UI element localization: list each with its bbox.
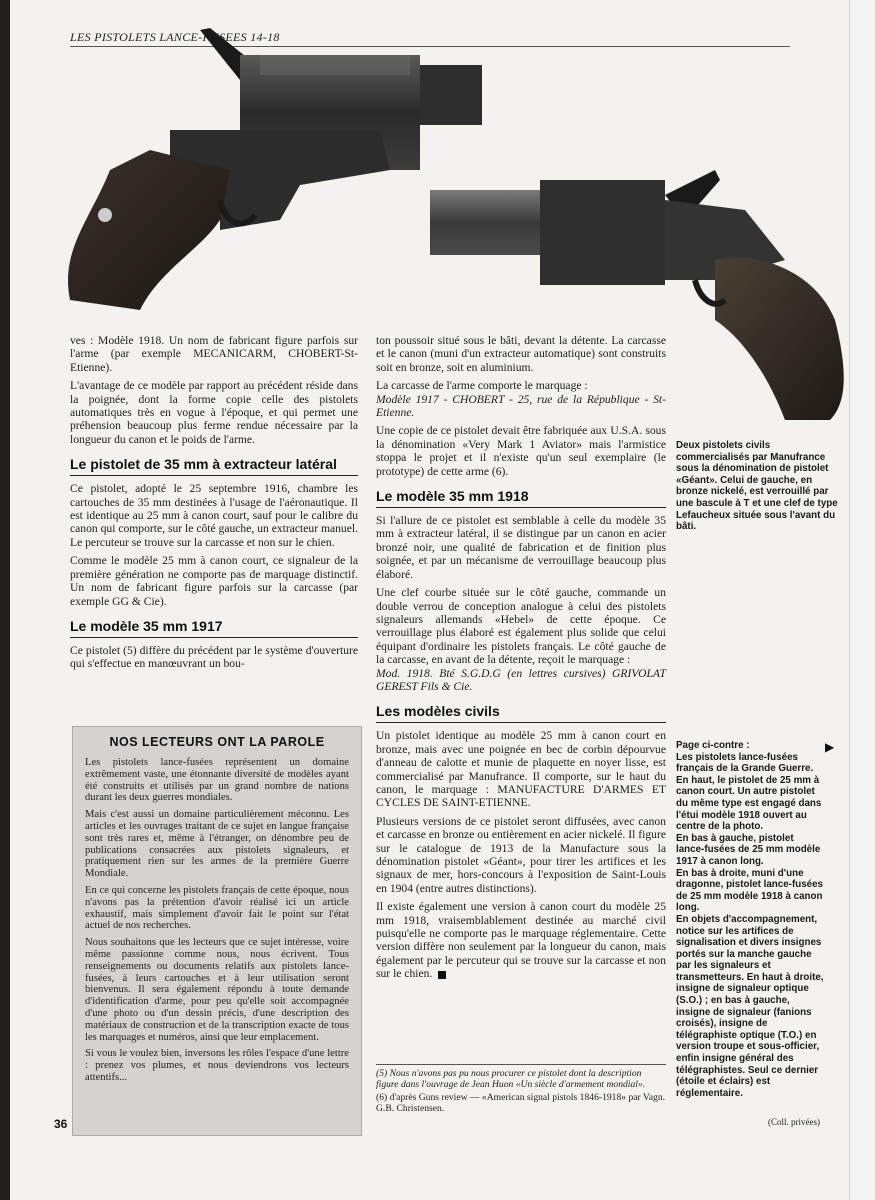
section-heading: Le pistolet de 35 mm à extracteur latéral <box>70 456 358 476</box>
footnote-6: (6) d'après Guns review — «American signal pistols 1846-1918» par Vagn. G.B. Christensen. <box>376 1092 666 1114</box>
section-heading: Le modèle 35 mm 1918 <box>376 488 666 508</box>
paragraph: Ce pistolet, adopté le 25 septembre 1916, chambre les cartouches de 35 mm destinées à l'usage de l'aéronautique. Il est identique au 25 mm à canon court, sauf pour le calibre du canon qui comporte, sur le côté gauche, un extracteur manuel. Le percuteur se trouve sur la carcasse et non sur le chien. <box>70 482 358 549</box>
box-title: NOS LECTEURS ONT LA PAROLE <box>109 735 325 749</box>
end-mark-icon <box>438 971 446 979</box>
paragraph: ves : Modèle 1918. Un nom de fabricant figure parfois sur l'arme (par exemple MECANICARM, CHOBERT-St-Etienne). <box>70 334 358 374</box>
marking-text: Modèle 1917 - CHOBERT - 25, rue de la République - St-Etienne. <box>376 392 666 420</box>
marking-text: Mod. 1918. Bté S.G.D.G (en lettres cursives) GRIVOLAT GEREST Fils & Cie. <box>376 666 666 693</box>
photo-caption: Deux pistolets civils commercialisés par Manufrance sous la dénomination de pistolet «Géant». Celui de gauche, en bronze nickelé, est verrouillé par une bascule à T et une clef de type Lefaucheux située sous l'avant du bâti. <box>676 440 838 533</box>
paragraph: Un pistolet identique au modèle 25 mm à canon court en bronze, mais avec une poignée en bec de corbin dépourvue d'anneau de calotte et munie de plaquette en noyer lisse, est commercialisé par Manufrance. Il comporte, sur le haut du canon, le marquage : MANUFACTURE D'ARMES ET CYCLES DE SAINT-ETIENNE. <box>376 729 666 810</box>
paragraph: Les pistolets lance-fusées représentent un domaine extrêmement vaste, une étonnante diversité de modèles ayant été construits et utilisés par un grand nombre de nations durant les deux guerres mondiales. <box>85 757 349 804</box>
paragraph: La carcasse de l'arme comporte le marquage : <box>376 379 588 393</box>
caption-paragraph: En objets d'accompagnement, notice sur les artifices de signalisation et divers insignes portés sur la manche gauche par les signaleurs et transmetteurs. En haut à droite, insigne de signaleur optique (S.O.) ; en bas à gauche, insigne de signaleur (fanions croisés), insigne de télégraphiste optique (T.O.) en version troupe et sous-officier, enfin insigne général des télégraphistes. Seul ce dernier (étoile et éclairs) est réglementaire. <box>676 913 824 1099</box>
caption-paragraph: En bas à droite, muni d'une dragonne, pistolet lance-fusées de 25 mm modèle 1918 à canon long. <box>676 867 823 914</box>
text-column-2 <box>376 334 666 986</box>
section-heading: Les modèles civils <box>376 703 666 723</box>
paragraph: Une copie de ce pistolet devait être fabriquée aux U.S.A. sous la dénomination «Very Mark 1 Aviator» mais l'armistice stoppa le projet et il n'existe qu'un seul exemplaire (le prototype) de cette arme (6). <box>376 424 666 478</box>
paragraph-text: Il existe également une version à canon court du modèle 25 mm 1918, vraisemblablement destinée au marché civil puisqu'elle ne comporte pas le marquage réglementaire. Cette version diffère non seulement par la longueur du canon, mais également par le percuteur qui se trouve sur la carcasse et non sur le chien. <box>376 900 666 981</box>
paragraph: Si l'allure de ce pistolet est semblable à celle du modèle 35 mm à extracteur latéral, il se distingue par un canon en acier bronzé noir, une qualité de fabrication et de finition plus soignée, et par un mécanisme de verrouillage beaucoup plus élaboré. <box>376 514 666 581</box>
paragraph: ton poussoir situé sous le bâti, devant la détente. La carcasse et le canon (muni d'un extracteur automatique) sont construits soit en bronze, soit en aluminium. <box>376 334 666 374</box>
photo-credit: (Coll. privées) <box>768 1117 820 1127</box>
caption-paragraph: Les pistolets lance-fusées français de la Grande Guerre. En haut, le pistolet de 25 mm à canon court. Un autre pistolet du même type est engagé dans l'étui modèle 1918 ouvert au centre de la photo. <box>676 751 822 833</box>
text-column-1 <box>70 334 358 676</box>
running-header: LES PISTOLETS LANCE-FUSEES 14-18 <box>70 30 280 44</box>
caption-intro: Page ci-contre : <box>676 740 750 751</box>
side-caption <box>676 740 824 1099</box>
paragraph: Mais c'est aussi un domaine particulièrement méconnu. Les articles et les ouvrages traitant de ce sujet en langue française sont très rares et, même à l'étranger, on dénombre peu de publications consacrées aux pistolets signaleurs, et pratiquement rien sur les armes de la première Guerre Mondiale. <box>85 809 349 880</box>
box-text <box>73 757 361 1084</box>
footnote-5: (5) Nous n'avons pas pu nous procurer ce pistolet dont la description figure dans l'ouvrage de Jean Huon «Un siècle d'armement mondial». <box>376 1068 646 1090</box>
paragraph: En ce qui concerne les pistolets français de cette époque, nous n'avons pas la prétention d'avoir réalisé ici un article exhaustif, mais simplement d'avoir fait le point sur l'état actuel de nos recherches. <box>85 884 349 932</box>
paragraph: L'avantage de ce modèle par rapport au précédent réside dans la poignée, dont la forme copie celle des pistolets automatiques très en vogue à l'époque, et qui permet une préhension beaucoup plus ferme rendue nécessaire par la longueur du canon et le poids de l'arme. <box>70 379 358 446</box>
paragraph: Plusieurs versions de ce pistolet seront diffusées, avec canon et carcasse en bronze ou entièrement en acier nickelé. Il figure sur le catalogue de 1913 de la Manufacture sous la dénomination pistolet «Géant», pour tirer les artifices et les signaux de mer, hors-concours à l'exposition de Saint-Louis en 1904 (entre autres distinctions). <box>376 814 666 895</box>
magazine-page <box>10 0 850 1200</box>
page-number: 36 <box>54 1117 68 1131</box>
caption-paragraph: En bas à gauche, pistolet lance-fusées de 25 mm modèle 1917 à canon long. <box>676 832 821 867</box>
arrow-right-icon: ▶ <box>825 740 835 754</box>
paragraph: Si vous le voulez bien, inversons les rôles l'espace d'une lettre : prenez vos plumes, et nous deviendrons vos lecteurs attentifs... <box>85 1048 349 1083</box>
paragraph: Comme le modèle 25 mm à canon court, ce signaleur de la première génération ne comporte pas de marquage distinctif. Un nom de fabricant figure parfois sur la carcasse (par exemple GG & Cie). <box>70 554 358 608</box>
footnotes <box>376 1064 666 1116</box>
paragraph: Ce pistolet (5) diffère du précédent par le système d'ouverture qui s'effectue en manœuvrant un bou- <box>70 643 358 671</box>
paragraph: Une clef courbe située sur le côté gauche, commande un double verrou de conception analogue à celui des pistolets signaleurs allemands «Hebel» de cette époque. Ce verrouillage plus élaboré est également plus solide que celui équipant d'ordinaire les pistolets français. Le côté gauche de la carcasse, en avant de la détente, reçoit le marquage : <box>376 586 666 667</box>
readers-box <box>72 726 362 1136</box>
scrollbar[interactable] <box>849 0 875 1200</box>
paragraph: Nous souhaitons que les lecteurs que ce sujet intéresse, voire même passionne comme nous, nous écrivent. Tous renseignements ou documents relatifs aux pistolets lance-fusées, à leurs cartouches et à leur utilisation seront bienvenus. Il sera également répondu à toute demande d'identification d'arme, pour peu qu'elle soit accompagnée d'une photo ou d'un dessin précis, d'une description des matériaux de construction et de la transcription exacte de tous les marquages et numéros, ainsi que leur emplacement. <box>85 937 349 1043</box>
paragraph <box>376 900 666 980</box>
section-heading: Le modèle 35 mm 1917 <box>70 618 358 638</box>
